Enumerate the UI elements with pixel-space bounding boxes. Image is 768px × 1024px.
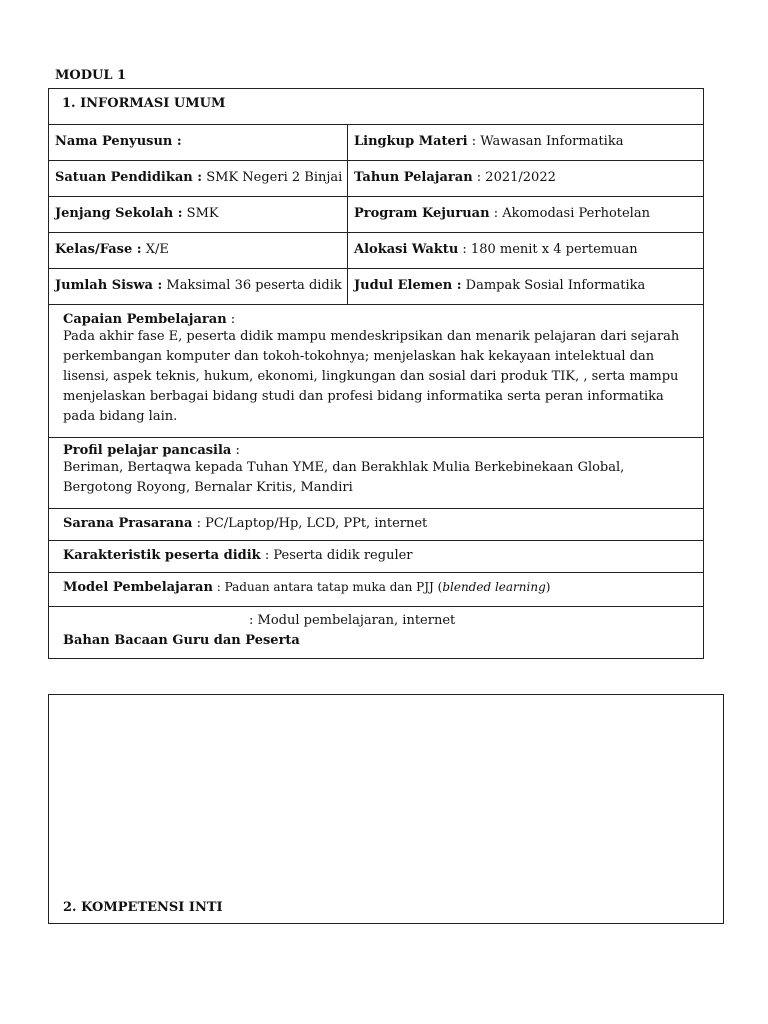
- field-value-tahun-pelajaran: : 2021/2022: [476, 170, 556, 185]
- profil-text: [63, 458, 689, 498]
- field-value-alokasi-waktu: : 180 menit x 4 pertemuan: [462, 242, 638, 257]
- capaian-label: Capaian Pembelajaran: [63, 312, 227, 327]
- bahan-bacaan-row: [49, 606, 703, 658]
- field-value-jumlah-siswa: Maksimal 36 peserta didik: [162, 278, 342, 293]
- field-label-jumlah-siswa: Jumlah Siswa :: [55, 278, 163, 293]
- karakteristik-value: : Peserta didik reguler: [260, 548, 413, 563]
- table-row: [49, 232, 703, 268]
- table-heading-row: [49, 89, 703, 124]
- model-value: : Paduan antara tatap muka dan PJJ (: [212, 580, 443, 594]
- table-row: [49, 268, 703, 304]
- field-label-program-kejuruan: Program Kejuruan: [354, 206, 490, 221]
- capaian-line: lisensi, aspek teknis, hukum, ekonomi, lingkungan dan sosial dari produk TIK, , serta mampu: [63, 369, 679, 384]
- profil-colon: :: [231, 443, 240, 458]
- field-label-satuan-pendidikan: Satuan Pendidikan :: [55, 170, 203, 185]
- informasi-umum-table: [48, 88, 704, 659]
- sarana-label: Sarana Prasarana: [63, 516, 193, 531]
- capaian-line: menjelaskan berbagai bidang studi dan profesi bidang informatika serta peran informatika: [63, 389, 664, 404]
- table-row: [49, 160, 703, 196]
- section-heading: 1. INFORMASI UMUM: [62, 96, 226, 111]
- karakteristik-label: Karakteristik peserta didik: [63, 548, 261, 563]
- field-label-nama-penyusun: Nama Penyusun :: [55, 134, 182, 149]
- field-label-lingkup-materi: Lingkup Materi: [354, 134, 468, 149]
- model-pembelajaran-row: [49, 572, 703, 606]
- field-label-jenjang-sekolah: Jenjang Sekolah :: [55, 206, 183, 221]
- profil-label: Profil pelajar pancasila: [63, 443, 232, 458]
- capaian-line: Pada akhir fase E, peserta didik mampu mendeskripsikan dan menarik pelajaran dari sejarah: [63, 329, 680, 344]
- model-value-italic: blended learning: [442, 580, 546, 594]
- bahan-label: Bahan Bacaan Guru dan Peserta: [63, 633, 300, 648]
- field-value-lingkup-materi: : Wawasan Informatika: [471, 134, 624, 149]
- field-value-kelas-fase: X/E: [141, 242, 169, 257]
- sarana-prasarana-row: [49, 508, 703, 540]
- field-value-satuan-pendidikan: SMK Negeri 2 Binjai: [202, 170, 343, 185]
- capaian-pembelajaran-row: [49, 304, 703, 437]
- field-label-tahun-pelajaran: Tahun Pelajaran: [354, 170, 473, 185]
- module-title: MODUL 1: [55, 68, 127, 83]
- field-value-program-kejuruan: : Akomodasi Perhotelan: [493, 206, 650, 221]
- capaian-text: [63, 327, 689, 427]
- field-value-jenjang-sekolah: SMK: [182, 206, 219, 221]
- field-label-alokasi-waktu: Alokasi Waktu: [354, 242, 459, 257]
- capaian-line: perkembangan komputer dan tokoh-tokohnya; menjelaskan hak kekayaan intelektual dan: [63, 349, 655, 364]
- capaian-colon: :: [226, 312, 236, 327]
- model-label: Model Pembelajaran: [63, 580, 213, 595]
- profil-pelajar-row: [49, 437, 703, 508]
- karakteristik-row: [49, 540, 703, 572]
- capaian-line: pada bidang lain.: [63, 409, 178, 424]
- model-value-suffix: ): [545, 580, 551, 594]
- profil-line: Bergotong Royong, Bernalar Kritis, Mandiri: [63, 480, 353, 495]
- field-value-judul-elemen: Dampak Sosial Informatika: [461, 278, 646, 293]
- field-label-judul-elemen: Judul Elemen :: [354, 278, 462, 293]
- table-row: [49, 196, 703, 232]
- profil-line: Beriman, Bertaqwa kepada Tuhan YME, dan Berakhlak Mulia Berkebinekaan Global,: [63, 460, 625, 475]
- field-label-kelas-fase: Kelas/Fase :: [55, 242, 142, 257]
- kompetensi-inti-box: [48, 694, 724, 924]
- section-heading-kompetensi-inti: 2. KOMPETENSI INTI: [63, 900, 223, 915]
- sarana-value: : PC/Laptop/Hp, LCD, PPt, internet: [192, 516, 428, 531]
- table-row: [49, 124, 703, 160]
- bahan-value: : Modul pembelajaran, internet: [249, 613, 456, 628]
